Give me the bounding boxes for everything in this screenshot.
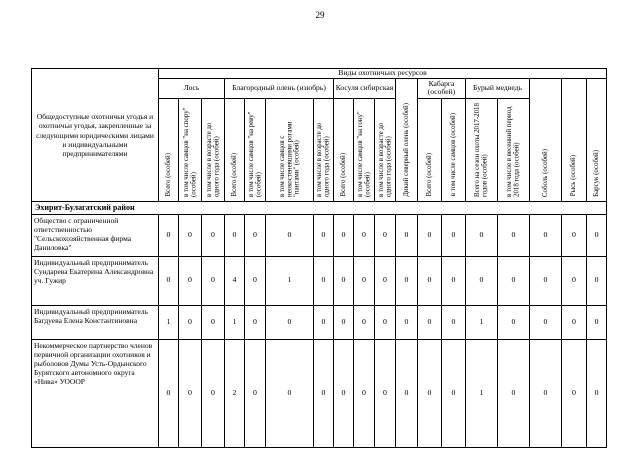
- col-moose-males: в том числе самцов "на спору" (особей): [179, 98, 202, 202]
- value-cell: 0: [530, 339, 562, 447]
- value-cell: 0: [418, 214, 442, 256]
- value-cell: 0: [159, 339, 179, 447]
- value-cell: 0: [179, 256, 202, 305]
- value-cell: 0: [587, 214, 607, 256]
- value-cell: 0: [466, 256, 498, 305]
- value-cell: 0: [418, 256, 442, 305]
- value-cell: 0: [375, 214, 396, 256]
- org-name: Некоммерческое партнерство членов первичной организации охотников и рыболовов Думы Усть-Ордынского Бурятского автономного округа «Нива» УООOР: [32, 339, 159, 447]
- value-cell: 1: [466, 305, 498, 339]
- value-cell: 0: [314, 256, 334, 305]
- value-cell: 0: [530, 305, 562, 339]
- col-musk-total: Всего (особей): [418, 98, 442, 202]
- value-cell: 0: [314, 339, 334, 447]
- value-cell: 0: [334, 339, 354, 447]
- value-cell: 0: [202, 305, 225, 339]
- value-cell: 0: [334, 305, 354, 339]
- value-cell: 0: [562, 214, 587, 256]
- value-cell: 0: [562, 339, 587, 447]
- value-cell: 0: [266, 339, 314, 447]
- value-cell: 0: [562, 256, 587, 305]
- value-cell: 0: [354, 214, 375, 256]
- value-cell: 0: [266, 214, 314, 256]
- group-roe-deer: Косуля сибирская: [334, 78, 396, 98]
- value-cell: 0: [245, 339, 266, 447]
- value-cell: 0: [587, 339, 607, 447]
- value-cell: 0: [266, 305, 314, 339]
- value-cell: 0: [245, 305, 266, 339]
- value-cell: 0: [530, 214, 562, 256]
- value-cell: 1: [225, 305, 245, 339]
- value-cell: 0: [442, 305, 466, 339]
- value-cell: 0: [562, 305, 587, 339]
- value-cell: 0: [225, 214, 245, 256]
- value-cell: 0: [587, 256, 607, 305]
- value-cell: 0: [202, 256, 225, 305]
- table-row: [32, 256, 607, 305]
- value-cell: 0: [396, 339, 418, 447]
- group-bear: Бурый медведь: [466, 78, 530, 98]
- value-cell: 0: [202, 339, 225, 447]
- value-cell: 0: [498, 256, 530, 305]
- district-row: Эхирит-Булагатский район: [32, 202, 607, 214]
- value-cell: 0: [179, 305, 202, 339]
- col-roe-males: в том числе самцов "на гону" (особей): [354, 98, 375, 202]
- col-sable: Соболь (особей): [530, 78, 562, 202]
- col-bear-spring: в том числе в весенний период 2018 года (особей): [498, 98, 530, 202]
- value-cell: 0: [314, 214, 334, 256]
- value-cell: 1: [466, 339, 498, 447]
- value-cell: 0: [314, 305, 334, 339]
- value-cell: 0: [498, 214, 530, 256]
- value-cell: 0: [530, 256, 562, 305]
- group-musk-deer: Кабарга (особей): [418, 78, 466, 98]
- value-cell: 0: [202, 214, 225, 256]
- value-cell: 0: [418, 339, 442, 447]
- org-name: Общество с ограниченной ответственностью "Сельскохозяйственная фирма Даниловка": [32, 214, 159, 256]
- col-deer-total: Всего (особей): [225, 98, 245, 202]
- value-cell: 0: [375, 339, 396, 447]
- value-cell: 0: [375, 305, 396, 339]
- value-cell: 0: [418, 305, 442, 339]
- value-cell: 0: [179, 339, 202, 447]
- org-name: Индивидуальный предприниматель Багдуева Елена Константиновна: [32, 305, 159, 339]
- value-cell: 0: [396, 305, 418, 339]
- col-bear-season: Всего на сезон охоты 2017-2018 годов (особей): [466, 98, 498, 202]
- value-cell: 0: [587, 305, 607, 339]
- table-row: [32, 339, 607, 447]
- resources-title: Виды охотничьих ресурсов: [159, 69, 607, 79]
- value-cell: 4: [225, 256, 245, 305]
- page-number: 29: [315, 10, 325, 20]
- value-cell: 0: [442, 256, 466, 305]
- col-moose-total: Всего (особей): [159, 98, 179, 202]
- col-deer-males: в том числе самцов "на реву" (особей): [245, 98, 266, 202]
- value-cell: 0: [334, 214, 354, 256]
- value-cell: 0: [396, 256, 418, 305]
- value-cell: 0: [375, 256, 396, 305]
- value-cell: 0: [159, 256, 179, 305]
- value-cell: 0: [354, 256, 375, 305]
- org-name: Индивидуальный предприниматель Сундарева Екатерина Александровна уч. Гужир: [32, 256, 159, 305]
- col-lynx: Рысь (особей): [562, 78, 587, 202]
- group-red-deer: Благородный олень (изюбрь): [225, 78, 334, 98]
- col-badger: Барсук (особей): [587, 78, 607, 202]
- value-cell: 1: [159, 305, 179, 339]
- value-cell: 0: [245, 214, 266, 256]
- col-reindeer: Дикий северный олень (особей): [396, 78, 418, 202]
- value-cell: 0: [498, 339, 530, 447]
- value-cell: 0: [466, 214, 498, 256]
- col-deer-antlers: в том числе самцов с неокостеневшими рогами "пантами" (особей): [266, 98, 314, 202]
- table-row: [32, 305, 607, 339]
- group-moose: Лось: [159, 78, 225, 98]
- hunting-resources-table: [31, 68, 607, 448]
- value-cell: 0: [442, 214, 466, 256]
- col-musk-males: в том числе самцов (особей): [442, 98, 466, 202]
- value-cell: 0: [245, 256, 266, 305]
- value-cell: 0: [498, 305, 530, 339]
- col-deer-young: в том числе в возрасте до одного года (особей): [314, 98, 334, 202]
- row-label-header: Общедоступные охотничьи угодья и охотничьи угодья, закрепленные за следующими юридическими лицами и индивидуальными предпринимателями: [32, 69, 159, 202]
- value-cell: 0: [442, 339, 466, 447]
- col-moose-young: в том числе в возрасте до одного года (особей): [202, 98, 225, 202]
- value-cell: 0: [354, 339, 375, 447]
- value-cell: 0: [396, 214, 418, 256]
- value-cell: 0: [159, 214, 179, 256]
- col-roe-young: в том числе в возрасте до одного года (особей): [375, 98, 396, 202]
- value-cell: 0: [179, 214, 202, 256]
- value-cell: 2: [225, 339, 245, 447]
- value-cell: 0: [334, 256, 354, 305]
- value-cell: 1: [266, 256, 314, 305]
- value-cell: 0: [354, 305, 375, 339]
- table-row: [32, 214, 607, 256]
- col-roe-total: Всего (особей): [334, 98, 354, 202]
